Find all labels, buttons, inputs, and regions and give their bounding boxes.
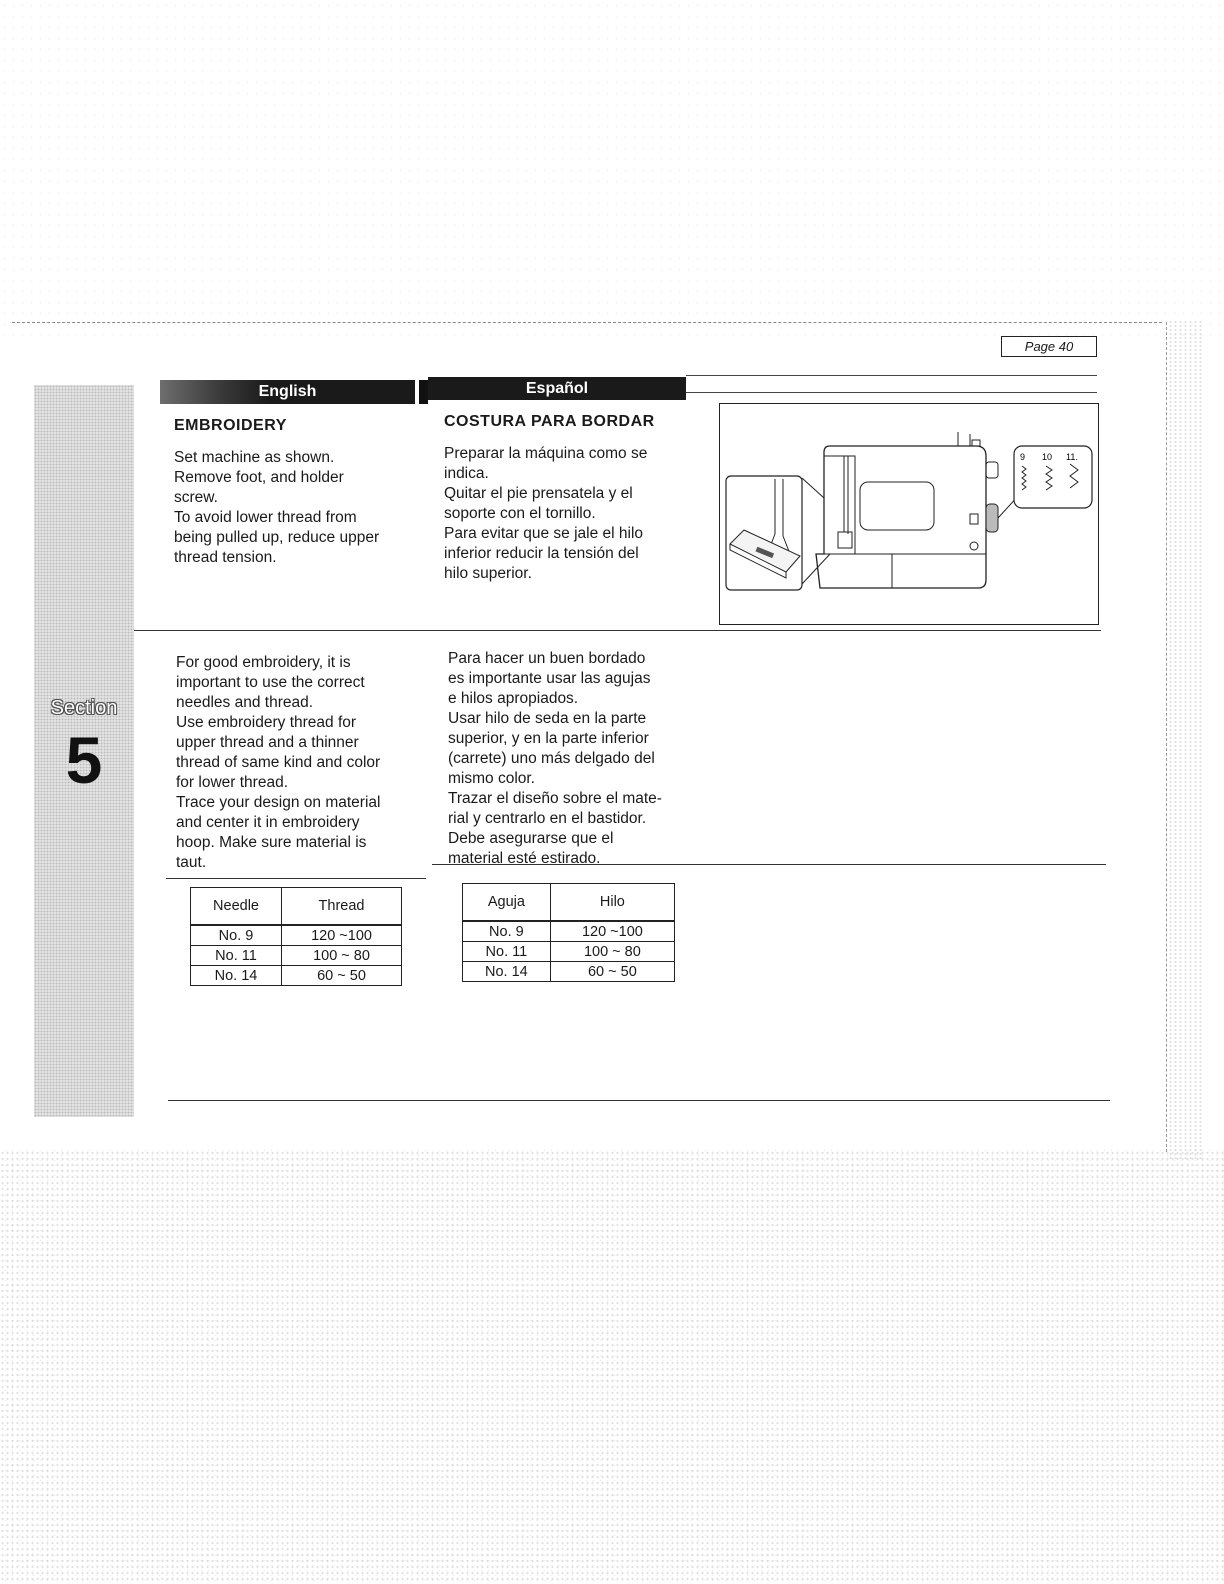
thread-cell: 120 ~100	[282, 925, 402, 946]
needle-cell: No. 14	[191, 966, 282, 986]
sewing-machine-illustration	[719, 403, 1099, 625]
needle-header: Needle	[191, 888, 282, 926]
table-row	[191, 925, 402, 946]
scan-noise-bottom	[0, 1150, 1224, 1584]
table-row	[191, 946, 402, 966]
section-divider-1	[134, 630, 1101, 631]
thread-advice-text: For good embroidery, it is important to use the correct needles and thread. Use embroidery thread for upper thread and a thinner thread of same kind and color for lower thread. Trace your design on material and center it in embroidery hoop. Make sure material is taut.	[176, 654, 381, 871]
embroidery-setup-text: Set machine as shown. Remove foot, and holder screw. To avoid lower thread from being pulled up, reduce upper thread tension.	[174, 449, 380, 566]
hilo-cell: 100 ~ 80	[550, 942, 674, 962]
divider-en	[166, 878, 426, 879]
spanish-header: Español	[428, 377, 686, 400]
table-row	[463, 962, 675, 982]
embroidery-heading: EMBROIDERY	[174, 417, 287, 434]
hilo-cell: 120 ~100	[550, 921, 674, 942]
aguja-cell: No. 14	[463, 962, 551, 982]
stitch-number-9: 9	[1020, 452, 1026, 462]
sewing-machine-drawing	[720, 404, 1098, 624]
aguja-hilo-table	[462, 883, 675, 982]
bottom-rule	[168, 1100, 1110, 1101]
aguja-cell: No. 9	[463, 921, 551, 942]
hilo-header: Hilo	[550, 884, 674, 922]
divider-es	[432, 864, 1106, 865]
thread-cell: 100 ~ 80	[282, 946, 402, 966]
needle-cell: No. 11	[191, 946, 282, 966]
header-rule-top	[686, 375, 1097, 376]
stitch-number-11: 11.	[1066, 452, 1078, 462]
scan-noise-right	[1168, 320, 1204, 1160]
header-separator	[419, 380, 428, 404]
table-row	[463, 921, 675, 942]
consejo-hilo-text: Para hacer un buen bordado es importante usar las agujas e hilos apropiados. Usar hilo de seda en la parte superior, y en la parte inferior (carrete) uno más delgado del mismo color. Trazar el diseño sobre el mate- rial y centrarlo en el bastidor. Debe asegurarse que el material esté estirado.	[448, 650, 662, 867]
section-number: 5	[65, 723, 103, 797]
aguja-header: Aguja	[463, 884, 551, 922]
english-header: English	[160, 380, 415, 404]
thread-header: Thread	[282, 888, 402, 926]
page-edge-top	[12, 322, 1162, 323]
costura-heading: COSTURA PARA BORDAR	[444, 413, 655, 430]
section-label: Section	[50, 697, 118, 719]
table-row	[191, 966, 402, 986]
thread-cell: 60 ~ 50	[282, 966, 402, 986]
needle-cell: No. 9	[191, 925, 282, 946]
costura-setup-text: Preparar la máquina como se indica. Quitar el pie prensatela y el soporte con el tornillo. Para evitar que se jale el hilo inferior reducir la tensión del hilo superior.	[444, 445, 648, 582]
needle-thread-table	[190, 887, 402, 986]
scan-noise-top	[0, 0, 1224, 340]
aguja-cell: No. 11	[463, 942, 551, 962]
page-edge-right	[1166, 322, 1167, 1152]
table-row	[463, 942, 675, 962]
page-number: Page 40	[1001, 336, 1097, 357]
hilo-cell: 60 ~ 50	[550, 962, 674, 982]
header-rule-bottom	[686, 392, 1097, 393]
stitch-number-10: 10	[1042, 452, 1053, 462]
